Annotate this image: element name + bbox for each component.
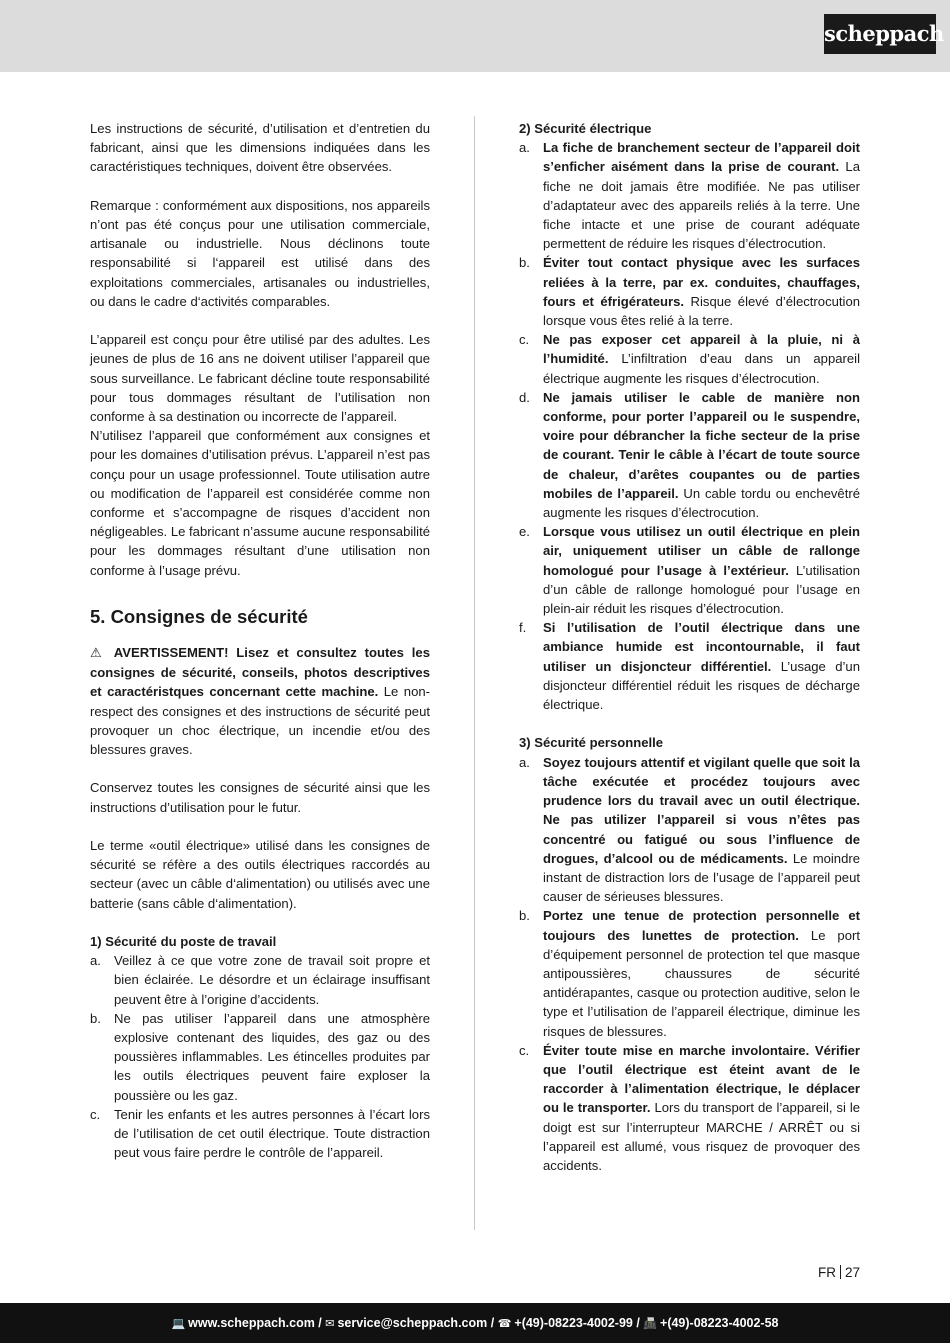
warning-icon: ⚠ — [90, 646, 106, 662]
computer-icon: 💻 — [171, 1317, 186, 1330]
electrical-list — [519, 138, 860, 714]
column-divider — [474, 116, 475, 1230]
warning-paragraph — [90, 643, 430, 759]
mail-icon: ✉ — [325, 1317, 335, 1330]
power-tool-definition-paragraph: Le terme «outil électrique» utilisé dans les consignes de sécurité se réfère a des outils électriques raccordés au secteur (avec un câble d‘alimentation) ou utilisés avec une batterie (sans câble d‘alimentation). — [90, 838, 430, 911]
intended-use-paragraph: N’utilisez l’appareil que conformément aux consignes et pour les domaines d’utilisation prévus. L’appareil n’est pas conçu pour un usage professionnel. Toute utilisation autre ou modification de l’appareil est considérée comme non conforme et s’accompagne de risques d’accident non négligeables. Le fabricant n’assume aucune responsabilité pour les dommages résultant d’une utilisation non conforme à l’usage prévu. — [90, 428, 430, 578]
top-bar — [0, 0, 950, 72]
subsection-title-electrical: 2) Sécurité électrique — [519, 121, 652, 136]
list-item: b. Portez une tenue de protection personnelle et toujours des lunettes de protection. Le port d’équipement personnel de protection tel que masque antipoussières, chaussures de sécurité antidérapantes, casque ou protection auditive, selon le type et l’utilisation de l’appareil électrique, diminue les risques de blessures. — [519, 908, 860, 1039]
list-item: a. Soyez toujours attentif et vigilant quelle que soit la tâche exécutée et procédez toujours avec prudence lors du travail avec un outil électrique. Ne pas utilizer l’appareil si vous n’êtes pas concentré ou fatigué ou sous l’influence de drogues, d’alcool ou de médicaments. Le moindre instant de distraction lors de l’usage de l’appareil peut causer de sérieuses blessures. — [519, 754, 861, 905]
footer-email: service@scheppach.com / — [337, 1316, 495, 1330]
list-item: b. Ne pas utiliser l’appareil dans une atmosphère explosive contenant des liquides, des gaz ou des poussières inflammables. Les étincelles produites par les outils électriques peuvent faire exploser la poussière ou les gaz. — [90, 1010, 430, 1103]
right-column — [519, 119, 860, 1175]
warning-bold: AVERTISSEMENT! Lisez et consultez toutes les consignes de sécurité, conseils, photos descriptives et caractéristques concernant cette machine. — [90, 645, 431, 700]
phone-icon: ☎ — [497, 1317, 512, 1330]
workplace-list — [90, 951, 430, 1162]
footer-phone: +(49)-08223-4002-99 / — [514, 1316, 640, 1330]
footer-fax: +(49)-08223-4002-58 — [660, 1316, 779, 1330]
section-heading: 5. Consignes de sécurité — [90, 606, 308, 628]
list-item: a. Veillez à ce que votre zone de travail soit propre et bien éclairée. Le désordre et un éclairage insuffisant peuvent être à l’origine d’accidents. — [90, 953, 430, 1007]
subsection-title-personal: 3) Sécurité personnelle — [519, 735, 664, 751]
footer-bar — [0, 1303, 950, 1343]
intro-paragraph: Les instructions de sécurité, d’utilisation et d’entretien du fabricant, ainsi que les dimensions indiquées dans les caractéristiques techniques, doivent être observées. — [90, 121, 430, 175]
list-item: b. Éviter tout contact physique avec les surfaces reliées à la terre, par ex. conduites, chauffages, fours et éfrigérateurs. Risque élevé d’électrocution lorsque vous êtes relié à la terre. — [519, 255, 861, 329]
list-item: a. La fiche de branchement secteur de l’appareil doit s’enficher aisément dans la prise de courant. La fiche ne doit jamais être modifiée. Ne pas utiliser d’adaptateur avec des appareils reliés à la terre. Une fiche intacte et une prise de courant adéquate permettent de réduire les risques d’électrocution. — [519, 140, 860, 252]
list-item: f. Si l’utilisation de l’outil électrique dans une ambiance humide est incontournable, il faut utiliser un disjoncteur différentiel. L’usage d’un disjoncteur différentiel réduit les risques de décharge électrique. — [519, 620, 860, 713]
warning-text: Le non-respect des consignes et des instructions de sécurité peut provoquer un choc électrique, un incendie et/ou des blessures graves. — [90, 684, 430, 758]
footer-website: www.scheppach.com / — [188, 1316, 322, 1330]
personal-list — [519, 753, 860, 1175]
keep-instructions-paragraph: Conservez toutes les consignes de sécurité ainsi que les instructions d’utilisation pour le futur. — [90, 780, 430, 815]
list-item: c. Ne pas exposer cet appareil à la pluie, ni à l’humidité. L’infiltration d’eau dans un appareil électrique augmente les risques d’électrocution. — [519, 332, 860, 386]
page-number — [818, 1265, 860, 1280]
list-item: e. Lorsque vous utilisez un outil électrique en plein air, uniquement utiliser un câble de rallonge homologué pour l’usage à l’extérieur. L’utilisation d’un câble de rallonge homologué pour l’usage en plein-air réduit les risques d’électrocution. — [519, 524, 860, 617]
page-index: 27 — [844, 1265, 860, 1280]
adult-use-paragraph: L’appareil est conçu pour être utilisé par des adultes. Les jeunes de plus de 16 ans ne doivent utiliser l’appareil que sous surveillance. Le fabricant décline toute responsabilité pour tous dommages résultant de l’utilisation non conforme à sa destination ou incorrecte de l’appareil. — [90, 332, 430, 425]
page-language: FR — [817, 1265, 836, 1280]
subsection-title-workplace: 1) Sécurité du poste de travail — [90, 934, 277, 950]
left-column — [90, 119, 430, 1162]
brand-logo: scheppach — [824, 14, 936, 54]
list-item: c. Éviter toute mise en marche involontaire. Vérifier que l’outil électrique est éteint avant de le raccorder à l’alimentation électrique, le déplacer ou le transporter. Lors du transport de l’appareil, si le doigt est sur l’interrupteur MARCHE / ARRÊT ou si l’appareil est allumé, vous risquez de provoquer des accidents. — [519, 1042, 861, 1173]
list-item: c. Tenir les enfants et les autres personnes à l’écart lors de l’utilisation de cet outil électrique. Toute distraction peut vous faire perdre le contrôle de l’appareil. — [90, 1106, 430, 1161]
fax-icon: 📠 — [643, 1317, 658, 1330]
list-item: d. Ne jamais utiliser le cable de manière non conforme, pour porter l’appareil ou le suspendre, voire pour débrancher la fiche secteur de la prise de courant. Tenir le câble à l’écart de toute source de chaleur, d’arêtes coupantes ou de parties mobiles de l’appareil. Un cable tordu ou enchevêtré augmente les risques d’électrocution. — [519, 389, 860, 521]
note-paragraph: Remarque : conformément aux dispositions, nos appareils n’ont pas été conçus pour une utilisation commerciale, artisanale ou industrielle. Nous déclinons toute responsabilité si l‘appareil est utilisé dans des exploitations commerciales, artisanales ou industrielles, ou dans le cadre d‘activités comparables. — [90, 197, 430, 309]
